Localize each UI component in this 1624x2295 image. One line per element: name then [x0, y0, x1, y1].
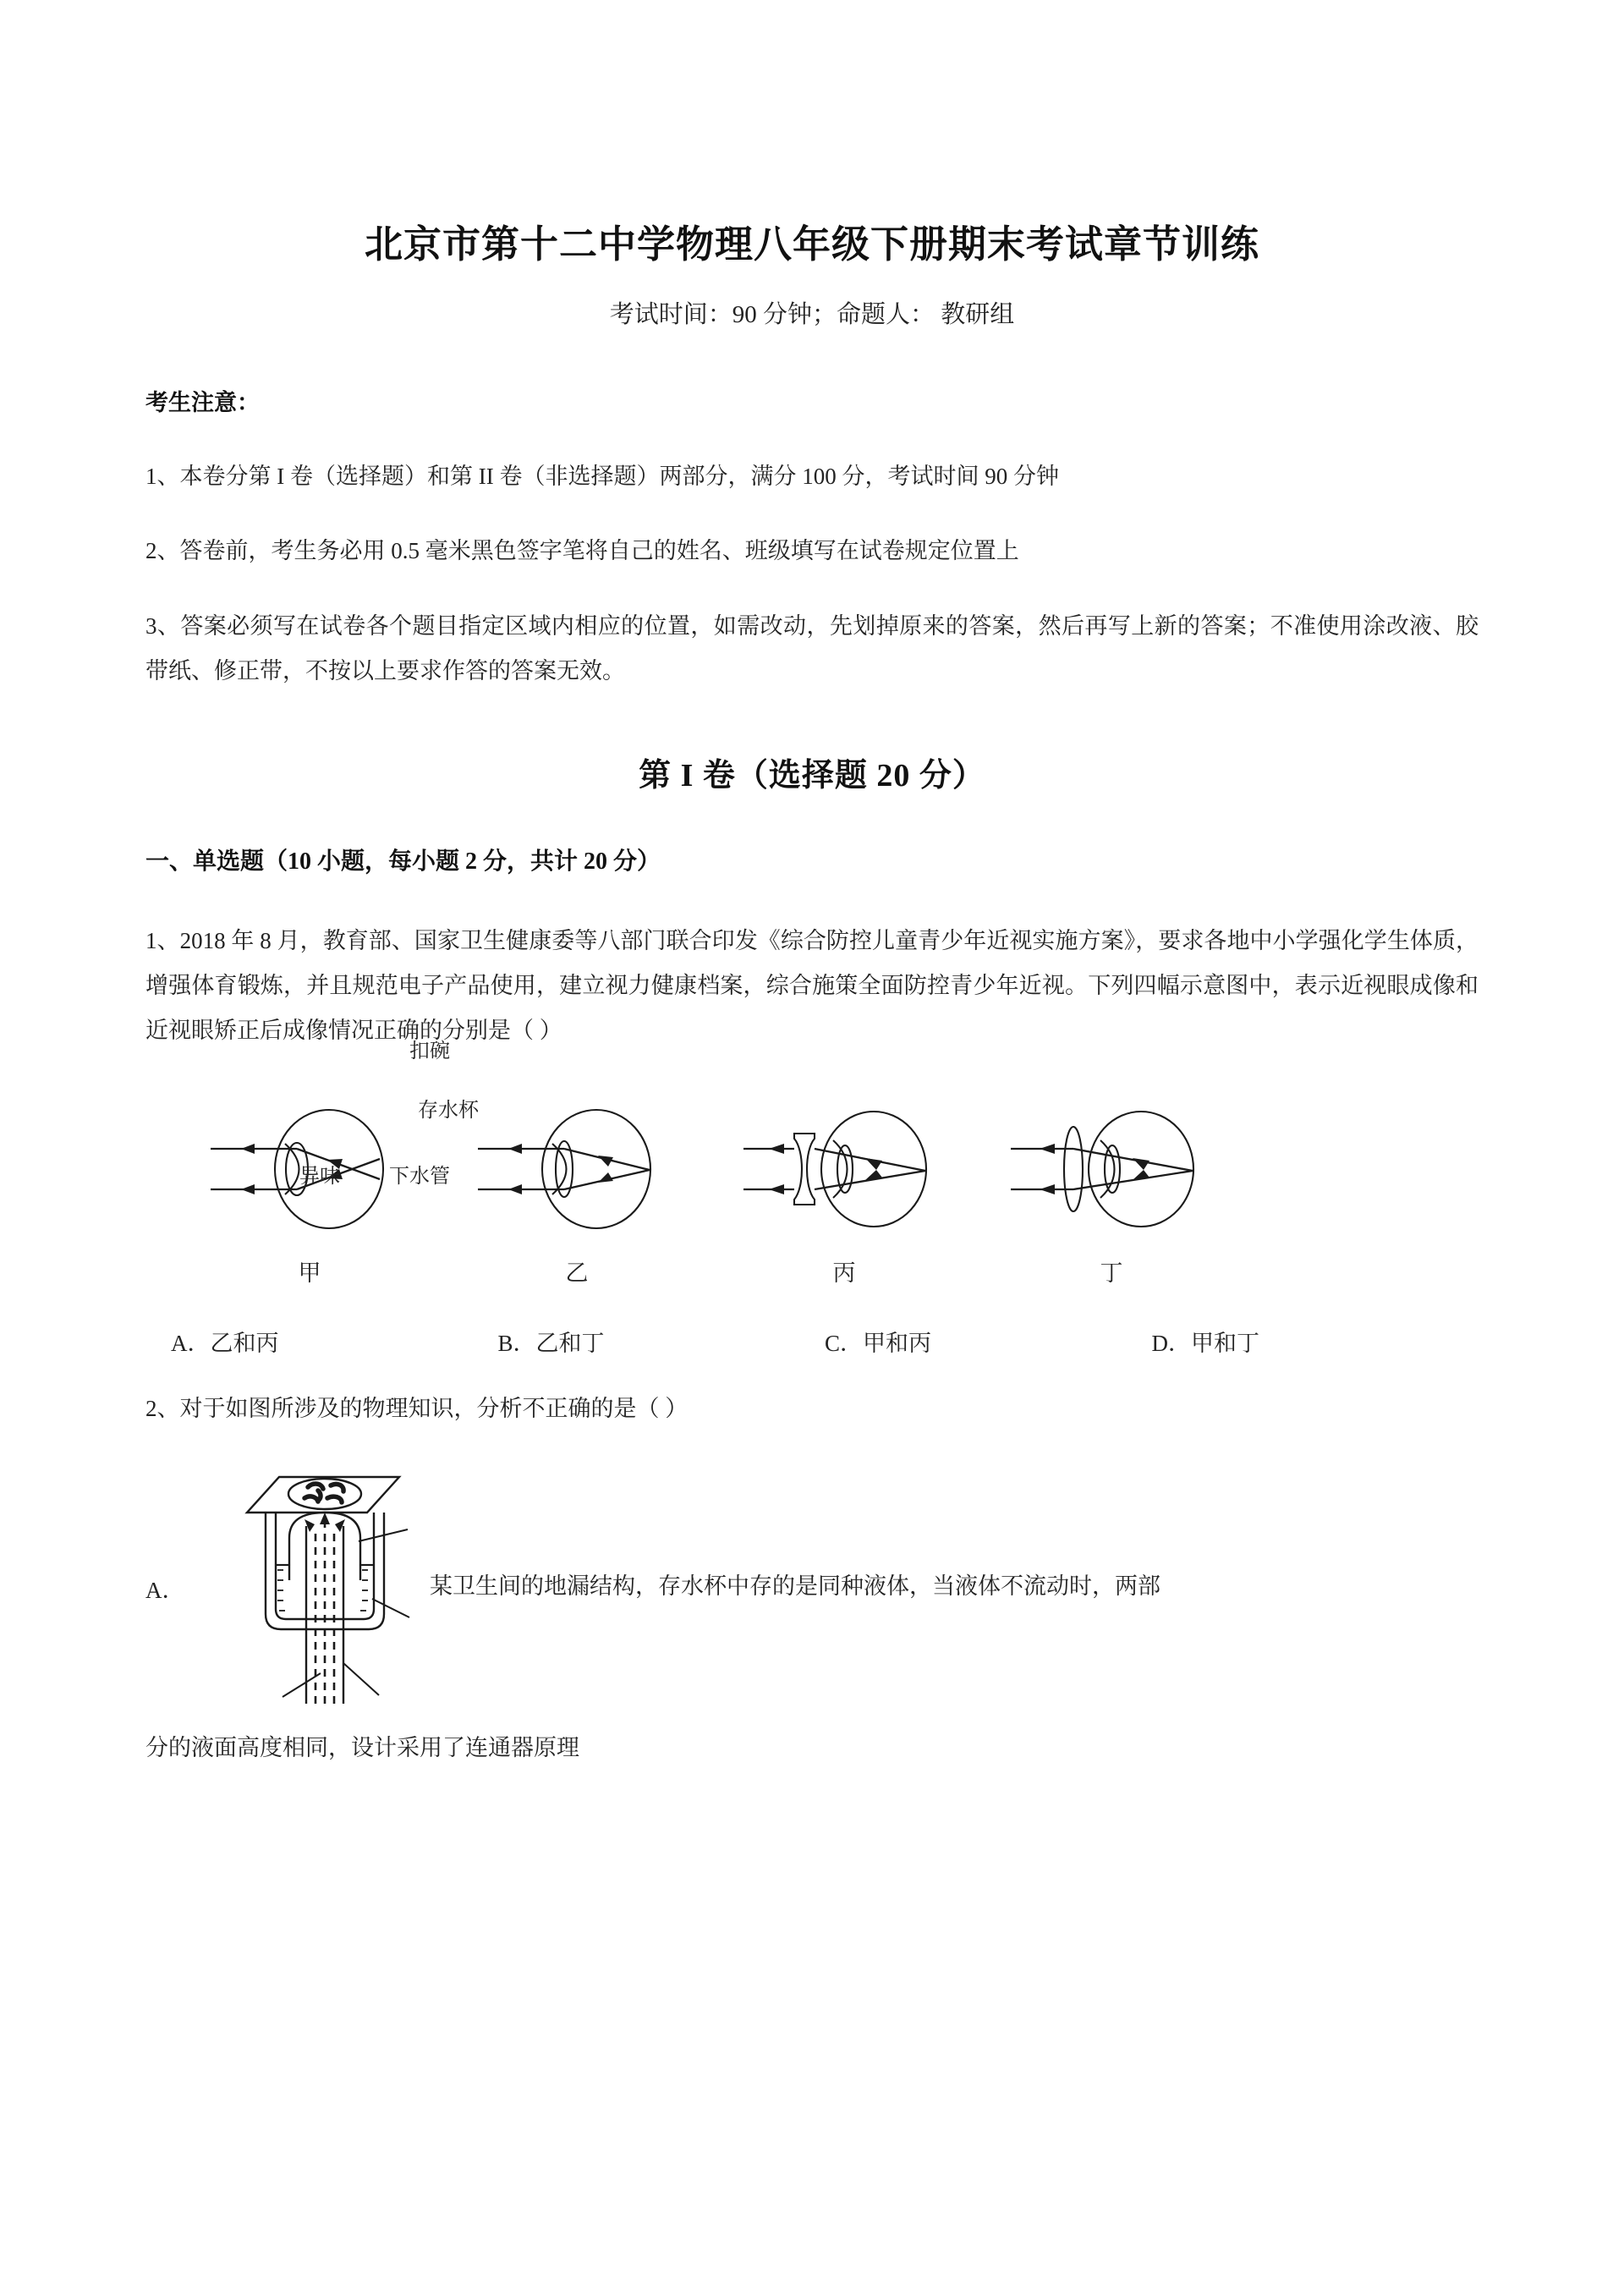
eye-figure-label-yi: 乙 — [565, 1260, 589, 1287]
eye-figure-label-jia: 甲 — [298, 1260, 321, 1287]
exam-meta-subtitle: 考试时间：90 分钟；命题人： 教研组 — [609, 301, 1015, 328]
drain-label-bowl: 扣碗 — [409, 1040, 450, 1062]
question-2-figure — [198, 1460, 426, 1714]
question-2-option-a-text: 某卫生间的地漏结构，存水杯中存的是同种液体，当液体不流动时，两部 — [430, 1573, 1160, 1600]
question-2-option-a-row[interactable] — [145, 1460, 1479, 1714]
eye-diagram-bing-icon — [738, 1091, 950, 1248]
question-1-figure — [145, 1091, 1479, 1288]
question-1-option-c[interactable]: C．甲和丙 — [825, 1331, 932, 1357]
floor-drain-diagram-icon — [198, 1460, 418, 1714]
question-2-option-a-label: A． — [145, 1578, 185, 1604]
notice-item-3: 3、答案必须写在试卷各个题目指定区域内相应的位置，如需改动，先划掉原来的答案，然后再写上新的答案；不准使用涂改液、胶带纸、修正带，不按以上要求作答的答案无效。 — [145, 612, 1479, 684]
drain-label-cup: 存水杯 — [418, 1100, 479, 1122]
question-1-options — [145, 1325, 1479, 1358]
eye-figure-cell-bing — [710, 1091, 978, 1288]
question-1-option-a[interactable]: A．乙和丙 — [171, 1331, 279, 1357]
eye-figure-cell-ding — [978, 1091, 1245, 1288]
question-1-text: 1、2018 年 8 月，教育部、国家卫生健康委等八部门联合印发《综合防控儿童青少年近视实施方案》，要求各地中小学强化学生体质，增强体育锻炼，并且规范电子产品使用，建立视力健康档案，综合施策全面防控青少年近视。下列四幅示意图中，表示近视眼成像和近视眼矫正后成像情况正确的分别是（ ） — [145, 928, 1479, 1043]
notice-heading: 考生注意： — [145, 389, 260, 415]
notice-item-2: 2、答卷前，考生务必用 0.5 毫米黑色签字笔将自己的姓名、班级填写在试卷规定位置上 — [145, 538, 1019, 564]
question-group-title: 一、单选题（10 小题，每小题 2 分，共计 20 分） — [145, 848, 661, 876]
eye-diagram-ding-icon — [1006, 1091, 1217, 1248]
eye-figure-label-bing: 丙 — [832, 1260, 856, 1287]
eye-figure-cell-jia — [176, 1091, 443, 1288]
question-1-option-b[interactable]: B．乙和丁 — [497, 1331, 605, 1357]
page-content — [145, 0, 1479, 1770]
drain-label-pipe: 下水管 — [389, 1166, 450, 1188]
question-1-option-d[interactable]: D．甲和丁 — [1151, 1331, 1259, 1357]
question-2-text: 2、对于如图所涉及的物理知识，分析不正确的是（ ） — [145, 1396, 689, 1422]
eye-figure-cell-yi — [443, 1091, 710, 1288]
notice-item-1: 1、本卷分第 I 卷（选择题）和第 II 卷（非选择题）两部分，满分 100 分，考试时间 90 分钟 — [145, 463, 1059, 489]
section-title-part-1: 第 I 卷（选择题 20 分） — [639, 758, 985, 794]
drain-label-odor: 异味 — [299, 1166, 340, 1188]
question-2-option-a-text-continued: 分的液面高度相同，设计采用了连通器原理 — [145, 1734, 579, 1760]
question-2-option-a-block — [145, 1460, 1479, 1771]
eye-diagram-yi-icon — [471, 1091, 683, 1248]
page-title: 北京市第十二中学物理八年级下册期末考试章节训练 — [364, 223, 1259, 266]
eye-figure-label-ding: 丁 — [1100, 1260, 1123, 1287]
